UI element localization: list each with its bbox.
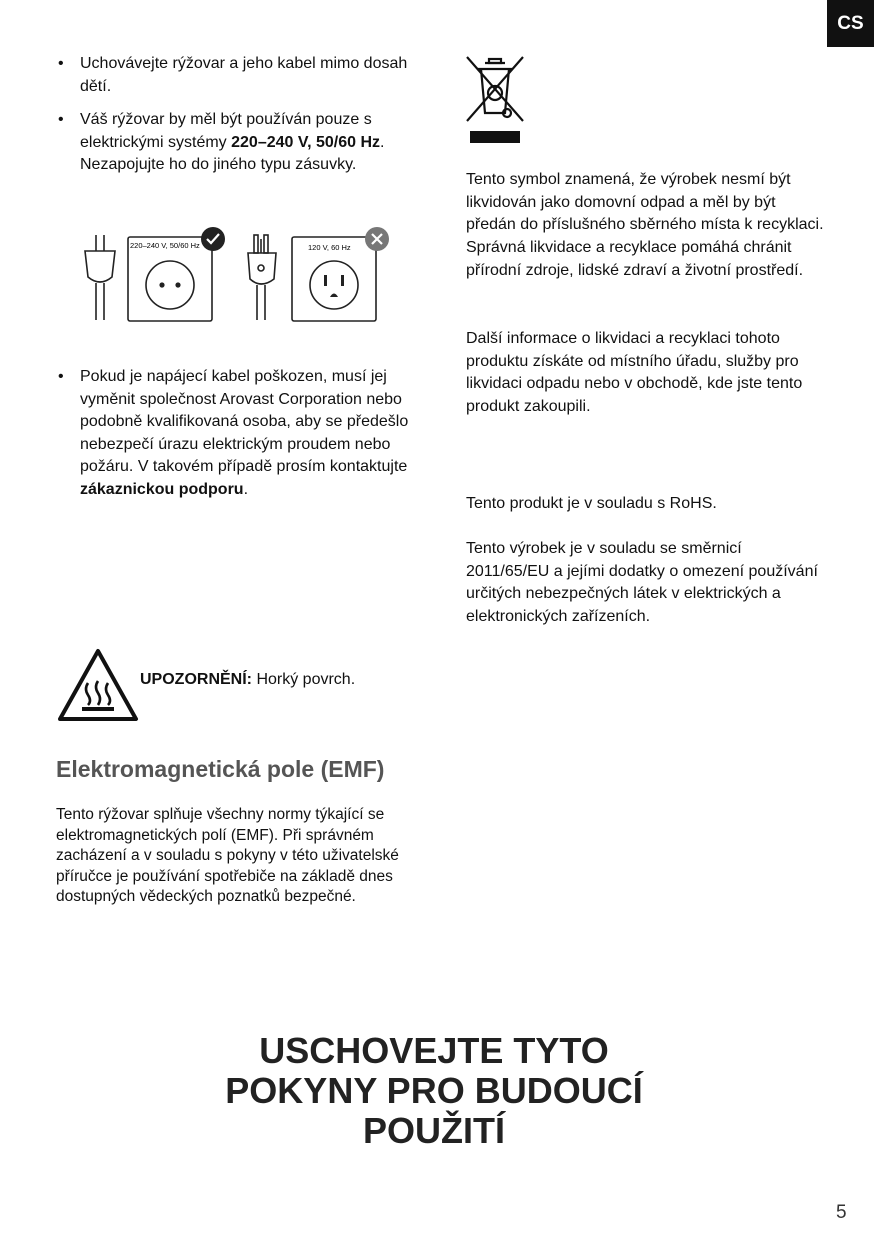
- safety-bullet-list-2: [56, 366, 426, 512]
- crossed-bin-icon: [463, 55, 527, 145]
- warning-message: Horký povrch.: [252, 671, 356, 688]
- rohs-paragraph-2: [466, 538, 826, 629]
- warning-text: [140, 671, 355, 689]
- bullet-damaged-cable: [56, 366, 426, 501]
- plug-socket-diagram: [80, 225, 400, 325]
- language-tag: CS: [827, 0, 874, 47]
- hot-surface-warning: [56, 647, 436, 723]
- cross-icon: [365, 227, 389, 251]
- rohs-text-2: Tento výrobek je v souladu se směrnicí 2011/65/EU a jejími dodatky o omezení používání určitých nebezpečných látek v elektrických a elektronických zařízeních.: [466, 540, 818, 626]
- keep-title-line: POKYNY PRO BUDOUCÍ: [225, 1070, 643, 1111]
- bullet-text-after: .: [243, 480, 249, 498]
- us-voltage-label: 120 V, 60 Hz: [308, 243, 351, 252]
- keep-title-line: USCHOVEJTE TYTO: [259, 1030, 609, 1071]
- weee-paragraph-2: [466, 328, 826, 419]
- hot-surface-icon: [56, 647, 140, 723]
- eu-plug-icon: [85, 235, 115, 320]
- keep-title-line: POUŽITÍ: [363, 1110, 505, 1151]
- weee-text-1: Tento symbol znamená, že výrobek nesmí být likvidován jako domovní odpad a měl by být předán do příslušného sběrného místa k recyklaci. Správná likvidace a recyklace pomáhá chránit přírodní zdroje, lidské zdraví a životní prostředí.: [466, 171, 824, 279]
- page-number: 5: [836, 1202, 847, 1223]
- us-plug-icon: [248, 235, 276, 320]
- rohs-text-1: Tento produkt je v souladu s RoHS.: [466, 495, 717, 512]
- keep-instructions-title: [187, 1031, 681, 1151]
- emf-paragraph: Tento rýžovar splňuje všechny normy týkající se elektromagnetických polí (EMF). Při správném zacházení a v souladu s pokyny v této uživatelské příručce je používání spotřebiče na základě dnes dostupných vědeckých poznatků bezpečné.: [56, 806, 399, 906]
- weee-text-2: Další informace o likvidaci a recyklaci tohoto produktu získáte od místního úřadu, služby pro likvidaci odpadu nebo v obchodě, kde jste tento produkt zakoupili.: [466, 330, 803, 416]
- bullet-text-before: Pokud je napájecí kabel poškozen, musí jej vyměnit společnost Arovast Corporation nebo podobně kvalifikovaná osoba, aby se předešlo nebezpečí úrazu elektrickým proudem nebo požáru. V takovém případě prosím kontaktujte: [80, 368, 409, 475]
- emf-heading: Elektromagnetická pole (EMF): [56, 756, 385, 782]
- bullet-text: Uchovávejte rýžovar a jeho kabel mimo dosah dětí.: [80, 55, 408, 95]
- check-icon: [201, 227, 225, 251]
- eu-socket-icon: [128, 237, 212, 321]
- safety-bullet-list: [56, 53, 426, 188]
- weee-paragraph-1: [466, 169, 826, 283]
- bullet-keep-away-children: [56, 53, 426, 98]
- bullet-text-after: . Nezapojujte ho do jiného typu zásuvky.: [80, 133, 385, 173]
- us-socket-icon: [292, 237, 376, 321]
- bullet-text-before: Váš rýžovar by měl být používán pouze s elektrickými systémy: [80, 111, 372, 151]
- bullet-voltage-bold: 220–240 V, 50/60 Hz: [231, 133, 380, 151]
- bullet-voltage: [56, 109, 426, 177]
- eu-voltage-label: 220–240 V, 50/60 Hz: [130, 241, 200, 250]
- support-link: zákaznickou podporu: [80, 480, 244, 498]
- warning-label: UPOZORNĚNÍ:: [140, 671, 252, 688]
- rohs-paragraph-1: [466, 493, 826, 516]
